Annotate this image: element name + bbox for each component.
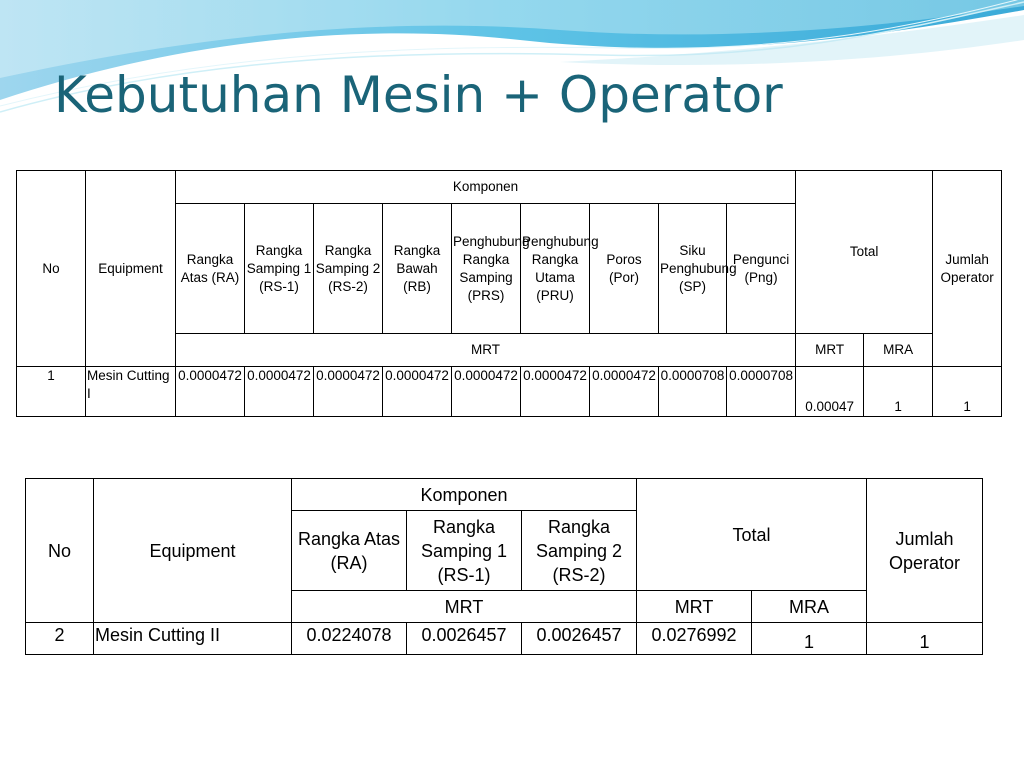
header-component: Pengunci (Png) [727,204,796,334]
row-value: 0.0224078 [292,623,407,655]
header-component: Rangka Bawah (RB) [383,204,452,334]
header-jumlah-operator: Jumlah Operator [933,171,1002,367]
row-total-mra: 1 [864,367,933,417]
row-value: 0.0000708 [659,367,727,417]
header-component: Poros (Por) [590,204,659,334]
header-komponen: Komponen [292,479,637,511]
header-jumlah-operator: Jumlah Operator [867,479,983,623]
slide-title: Kebutuhan Mesin + Operator [54,66,783,124]
row-no: 1 [17,367,86,417]
header-component: Penghubung Rangka Samping (PRS) [452,204,521,334]
header-equipment: Equipment [94,479,292,623]
row-value: 0.0026457 [522,623,637,655]
row-no: 2 [26,623,94,655]
header-component: Rangka Atas (RA) [176,204,245,334]
header-komponen: Komponen [176,171,796,204]
header-component: Rangka Samping 2 (RS-2) [522,511,637,591]
header-component: Siku Penghubung (SP) [659,204,727,334]
row-total-mra: 1 [752,623,867,655]
row-total-mrt: 0.00047 [796,367,864,417]
row-value: 0.0000472 [383,367,452,417]
row-total-mrt: 0.0276992 [637,623,752,655]
row-equipment: Mesin Cutting I [86,367,176,417]
row-equipment: Mesin Cutting II [94,623,292,655]
row-value: 0.0000472 [245,367,314,417]
header-no: No [17,171,86,367]
row-value: 0.0000472 [314,367,383,417]
header-total-mra: MRA [864,334,933,367]
header-total: Total [637,479,867,591]
row-value: 0.0000472 [521,367,590,417]
header-equipment: Equipment [86,171,176,367]
header-total-mrt: MRT [637,591,752,623]
row-value: 0.0026457 [407,623,522,655]
header-mrt: MRT [292,591,637,623]
machine-requirements-table-2 [25,478,983,655]
header-component: Rangka Samping 1 (RS-1) [407,511,522,591]
row-value: 0.0000472 [176,367,245,417]
header-total-mrt: MRT [796,334,864,367]
row-value: 0.0000472 [590,367,659,417]
row-value: 0.0000472 [452,367,521,417]
header-total: Total [796,171,933,334]
row-value: 0.0000708 [727,367,796,417]
machine-requirements-table-1 [16,170,1002,417]
header-mrt: MRT [176,334,796,367]
row-jumlah-operator: 1 [867,623,983,655]
header-component: Rangka Atas (RA) [292,511,407,591]
header-component: Rangka Samping 2 (RS-2) [314,204,383,334]
header-component: Rangka Samping 1 (RS-1) [245,204,314,334]
header-total-mra: MRA [752,591,867,623]
row-jumlah-operator: 1 [933,367,1002,417]
header-no: No [26,479,94,623]
header-component: Penghubung Rangka Utama (PRU) [521,204,590,334]
